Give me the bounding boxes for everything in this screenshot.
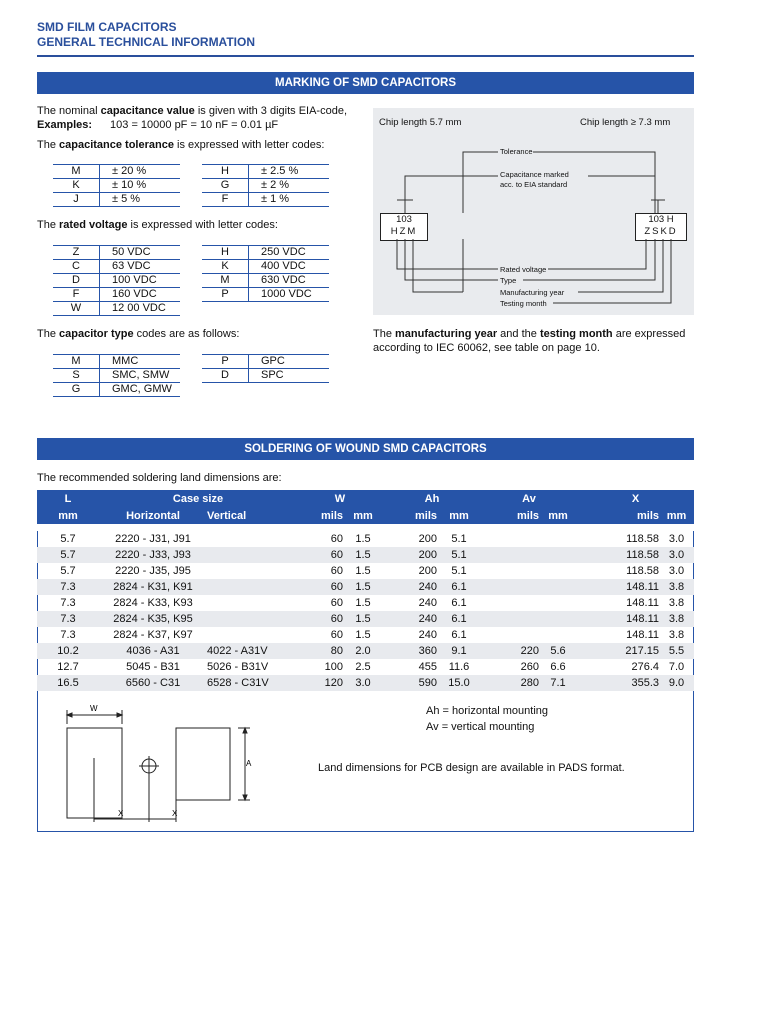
- cell-av-mils: 280: [481, 675, 539, 691]
- table-row: [53, 288, 180, 302]
- code-letter: H: [202, 246, 249, 260]
- cell-vertical: [207, 563, 297, 579]
- cell-x-mm: 5.5: [659, 643, 694, 659]
- examples-text: 103 = 10000 pF = 10 nF = 0.01 µF: [110, 119, 279, 131]
- cell-horizontal: 2824 - K31, K91: [99, 579, 207, 595]
- cell-w-mils: 100: [324, 661, 343, 673]
- type-table-right: [202, 354, 329, 383]
- bold-text: capacitor type: [59, 328, 134, 340]
- type-label: Type: [500, 276, 517, 285]
- cell-horizontal: 5045 - B31: [126, 661, 180, 673]
- cell-vertical: 4022 - A31V: [207, 643, 297, 659]
- cell-av-mils: [481, 627, 539, 643]
- code-value: 1000 VDC: [249, 288, 330, 302]
- bold-text: capacitance value: [100, 105, 195, 117]
- code-letter: C: [53, 260, 100, 274]
- col-unit-ah-mils: mils: [383, 507, 437, 524]
- cell-l-mm: 7.3: [60, 597, 76, 609]
- cell-l-mm: 16.5: [37, 675, 99, 691]
- code-value: ± 20 %: [100, 165, 181, 179]
- cell-x-mils: 148.11: [626, 629, 659, 641]
- code-letter: G: [202, 179, 249, 193]
- code-value: SPC: [249, 369, 330, 383]
- code-value: 12 00 VDC: [100, 302, 181, 316]
- code-letter: K: [202, 260, 249, 274]
- cell-av-mils: [481, 547, 539, 563]
- table-row: [37, 547, 694, 563]
- text: is given with 3 digits EIA-code,: [194, 105, 348, 117]
- cell-w-mm: 1.5: [355, 533, 371, 545]
- cell-l-mm: 5.7: [37, 547, 99, 563]
- table-row: [202, 246, 329, 260]
- document-header: [37, 20, 255, 50]
- cell-av-mils: [481, 563, 539, 579]
- text: is expressed with letter codes:: [127, 219, 278, 231]
- cell-w-mm: 2.5: [355, 661, 371, 673]
- cell-vertical: [207, 547, 297, 563]
- code-value: GMC, GMW: [100, 383, 181, 397]
- cell-w-mils: 60: [297, 611, 343, 627]
- tolerance-table-right: [202, 164, 329, 207]
- cell-ah-mils: 200: [383, 547, 437, 563]
- bold-text: rated voltage: [59, 219, 128, 231]
- col-header-case-size: Case size: [99, 490, 297, 507]
- table-row: [53, 246, 180, 260]
- table-row: [37, 595, 694, 611]
- code-value: ± 10 %: [100, 179, 181, 193]
- table-row: [53, 369, 180, 383]
- marking-connector-lines: [373, 108, 694, 315]
- text: and the: [497, 328, 540, 340]
- tolerance-intro: [37, 138, 324, 152]
- code-letter: M: [53, 355, 100, 369]
- code-value: ± 2.5 %: [249, 165, 330, 179]
- code-letter: K: [53, 179, 100, 193]
- rated-voltage-label: Rated voltage: [500, 265, 547, 274]
- cell-x-mils: 148.11: [577, 579, 659, 595]
- col-header-x: X: [577, 490, 694, 507]
- table-row: [53, 193, 180, 207]
- text: The: [37, 328, 60, 340]
- cell-horizontal: 2824 - K33, K93: [113, 597, 193, 609]
- cell-x-mm: 3.8: [659, 611, 694, 627]
- type-intro: [37, 327, 239, 341]
- cell-vertical: 5026 - B31V: [207, 661, 269, 673]
- cell-w-mm: 1.5: [355, 629, 371, 641]
- header-rule: [37, 55, 694, 57]
- cell-l-mm: 10.2: [37, 643, 99, 659]
- cell-l-mm: 7.3: [37, 579, 99, 595]
- av-note: Av = vertical mounting: [426, 721, 535, 733]
- cell-av-mils: [481, 611, 539, 627]
- land-x-label-2: X: [172, 809, 178, 818]
- table-row: [37, 675, 694, 691]
- cell-ah-mm: 5.1: [437, 547, 481, 563]
- examples-line: [37, 118, 278, 132]
- cell-w-mils: 60: [330, 629, 343, 641]
- cell-x-mm: 7.0: [668, 661, 685, 673]
- cell-ah-mm: 11.6: [448, 661, 470, 673]
- cell-ah-mm: 6.1: [437, 579, 481, 595]
- col-header-horizontal: Horizontal: [99, 507, 207, 524]
- code-letter: G: [53, 383, 100, 397]
- table-row: [37, 659, 694, 675]
- cell-w-mm: 1.5: [355, 565, 371, 577]
- bold-text: manufacturing year: [395, 328, 498, 340]
- cell-ah-mils: 200: [418, 533, 437, 545]
- voltage-intro: [37, 218, 278, 232]
- cell-vertical: [207, 611, 297, 627]
- cell-x-mils: 148.11: [577, 611, 659, 627]
- cell-x-mils: 276.4: [631, 661, 659, 673]
- cell-l-mm: 7.3: [37, 611, 99, 627]
- cell-av-mm: 7.1: [539, 675, 577, 691]
- table-row: [202, 193, 329, 207]
- table-row: [37, 611, 694, 627]
- cell-x-mm: 3.8: [668, 597, 685, 609]
- cell-w-mm: 1.5: [343, 579, 383, 595]
- cell-vertical: [207, 595, 297, 611]
- code-letter: S: [53, 369, 100, 383]
- table-row: [202, 355, 329, 369]
- cell-l-mm: 7.3: [60, 629, 76, 641]
- text: The: [37, 219, 60, 231]
- text: are expressed: [612, 328, 686, 340]
- bold-text: capacitance tolerance: [59, 139, 174, 151]
- header-spacer: [37, 524, 694, 531]
- cell-av-mm: [539, 579, 577, 595]
- section-title-soldering: SOLDERING OF WOUND SMD CAPACITORS: [37, 438, 694, 460]
- cell-ah-mm: 5.1: [451, 565, 467, 577]
- type-table-left: [53, 354, 180, 397]
- voltage-table-left: [53, 245, 180, 316]
- land-w-label: W: [90, 704, 98, 713]
- cell-w-mm: 1.5: [343, 547, 383, 563]
- cell-x-mm: 3.0: [659, 547, 694, 563]
- chip-right-line-1: 103 H: [648, 214, 674, 225]
- chip-left-length-label: Chip length 5.7 mm: [379, 117, 462, 128]
- land-x-label-1: X: [118, 809, 124, 818]
- tolerance-table-left: [53, 164, 180, 207]
- table-row: [53, 355, 180, 369]
- cell-av-mils: [481, 579, 539, 595]
- code-letter: W: [53, 302, 100, 316]
- cell-x-mils: 148.11: [626, 597, 659, 609]
- cell-x-mils: 118.58: [626, 565, 659, 577]
- code-letter: H: [202, 165, 249, 179]
- soldering-land-table: [37, 490, 694, 691]
- table-row: [37, 643, 694, 659]
- cell-av-mils: 220: [481, 643, 539, 659]
- cell-ah-mils: 240: [383, 611, 437, 627]
- table-row: [53, 274, 180, 288]
- cell-ah-mils: 455: [418, 661, 437, 673]
- cell-w-mm: 2.0: [343, 643, 383, 659]
- ah-note: Ah = horizontal mounting: [426, 705, 548, 717]
- cell-ah-mils: 240: [418, 597, 437, 609]
- table-row: [202, 165, 329, 179]
- cap-marked-label-2: acc. to EIA standard: [500, 180, 568, 189]
- col-unit-w-mils: mils: [297, 507, 343, 524]
- cell-ah-mm: 15.0: [437, 675, 481, 691]
- cell-w-mils: 80: [297, 643, 343, 659]
- table-row: [53, 383, 180, 397]
- col-header-av: Av: [481, 490, 577, 507]
- text: codes are as follows:: [133, 328, 240, 340]
- code-value: 50 VDC: [100, 246, 181, 260]
- manufacturing-note-line-2: according to IEC 60062, see table on page 10.: [373, 342, 600, 354]
- chip-right-length-label: Chip length ≥ 7.3 mm: [580, 117, 671, 128]
- table-row: [37, 563, 694, 579]
- code-letter: J: [53, 193, 100, 207]
- code-value: 63 VDC: [100, 260, 181, 274]
- cell-vertical: [207, 627, 297, 643]
- text: The nominal: [37, 105, 101, 117]
- pads-note: Land dimensions for PCB design are available in PADS format.: [318, 762, 625, 774]
- cell-ah-mils: 200: [418, 565, 437, 577]
- table-row: [202, 369, 329, 383]
- section-title-marking: MARKING OF SMD CAPACITORS: [37, 72, 694, 94]
- code-letter: M: [202, 274, 249, 288]
- col-unit-av-mm: mm: [539, 507, 577, 524]
- code-letter: D: [202, 369, 249, 383]
- land-a-label: A: [246, 759, 252, 768]
- code-letter: Z: [53, 246, 100, 260]
- col-unit-ah-mm: mm: [437, 507, 481, 524]
- cell-l-mm: 12.7: [57, 661, 79, 673]
- cell-x-mm: 9.0: [659, 675, 694, 691]
- code-value: ± 5 %: [100, 193, 181, 207]
- header-line-1: SMD FILM CAPACITORS: [37, 20, 177, 34]
- cell-l-mm: 5.7: [60, 533, 76, 545]
- bold-text: testing month: [539, 328, 613, 340]
- examples-label: Examples:: [37, 119, 93, 131]
- soldering-table-body: [37, 531, 694, 691]
- code-value: 100 VDC: [100, 274, 181, 288]
- table-header-row-1: [37, 490, 694, 507]
- cell-x-mils: 355.3: [577, 675, 659, 691]
- table-row: [53, 179, 180, 193]
- cell-ah-mm: 9.1: [437, 643, 481, 659]
- cell-w-mm: 3.0: [343, 675, 383, 691]
- cell-vertical: [207, 579, 297, 595]
- manufacturing-note: [373, 327, 685, 341]
- code-letter: M: [53, 165, 100, 179]
- col-unit-w-mm: mm: [343, 507, 383, 524]
- col-unit-l-mm: mm: [37, 507, 99, 524]
- chip-left-line-1: 103: [396, 214, 412, 225]
- col-header-ah: Ah: [383, 490, 481, 507]
- cell-av-mils: [481, 531, 539, 547]
- cell-x-mils: 118.58: [626, 533, 659, 545]
- land-dimension-drawing: [60, 700, 270, 825]
- cell-av-mm: [539, 531, 577, 547]
- cell-w-mils: 60: [297, 579, 343, 595]
- code-value: 160 VDC: [100, 288, 181, 302]
- table-header-row-2: [37, 507, 694, 524]
- col-unit-x-mm: mm: [659, 507, 694, 524]
- table-row: [202, 274, 329, 288]
- cell-av-mm: 5.6: [539, 643, 577, 659]
- table-row: [53, 302, 180, 316]
- cell-ah-mm: 6.1: [437, 611, 481, 627]
- code-value: MMC: [100, 355, 181, 369]
- cell-x-mm: 3.8: [668, 629, 685, 641]
- cell-x-mils: 118.58: [577, 547, 659, 563]
- table-row: [37, 627, 694, 643]
- cell-horizontal: 2220 - J31, J91: [115, 533, 191, 545]
- col-header-w: W: [297, 490, 383, 507]
- code-value: GPC: [249, 355, 330, 369]
- code-value: SMC, SMW: [100, 369, 181, 383]
- header-line-2: GENERAL TECHNICAL INFORMATION: [37, 35, 255, 49]
- cell-x-mils: 217.15: [577, 643, 659, 659]
- table-row: [202, 260, 329, 274]
- cap-marked-label-1: Capacitance marked: [500, 170, 569, 179]
- cell-ah-mm: 5.1: [451, 533, 467, 545]
- cell-av-mm: [539, 595, 577, 611]
- cell-ah-mm: 6.1: [451, 629, 467, 641]
- cell-x-mm: 3.0: [668, 533, 685, 545]
- cell-w-mm: 1.5: [343, 611, 383, 627]
- cell-ah-mils: 590: [383, 675, 437, 691]
- cell-w-mils: 60: [330, 597, 343, 609]
- cell-w-mils: 60: [330, 565, 343, 577]
- marking-diagram: [373, 108, 694, 315]
- cell-horizontal: 2220 - J35, J95: [115, 565, 191, 577]
- chip-right-line-2: ZSKD: [644, 226, 678, 237]
- cell-w-mils: 60: [297, 547, 343, 563]
- table-row: [37, 531, 694, 547]
- cell-av-mm: [539, 547, 577, 563]
- cell-x-mm: 3.0: [668, 565, 685, 577]
- cell-ah-mils: 240: [418, 629, 437, 641]
- table-row: [202, 288, 329, 302]
- table-row: [202, 179, 329, 193]
- code-value: ± 2 %: [249, 179, 330, 193]
- code-letter: P: [202, 355, 249, 369]
- cell-vertical: 6528 - C31V: [207, 675, 297, 691]
- cell-w-mils: 60: [330, 533, 343, 545]
- cell-av-mm: [539, 563, 577, 579]
- cell-horizontal: 4036 - A31: [99, 643, 207, 659]
- voltage-table-right: [202, 245, 329, 302]
- cell-w-mm: 1.5: [355, 597, 371, 609]
- table-row: [53, 260, 180, 274]
- table-row: [53, 165, 180, 179]
- testing-month-label: Testing month: [500, 299, 547, 308]
- chip-left-line-2: HZM: [390, 226, 418, 237]
- cell-av-mm: [539, 611, 577, 627]
- code-letter: P: [202, 288, 249, 302]
- col-unit-av-mils: mils: [481, 507, 539, 524]
- capacitance-intro: [37, 104, 347, 118]
- tolerance-label: Tolerance: [500, 147, 533, 156]
- col-header-vertical: Vertical: [207, 507, 297, 524]
- code-value: 400 VDC: [249, 260, 330, 274]
- code-value: 630 VDC: [249, 274, 330, 288]
- cell-x-mm: 3.8: [659, 579, 694, 595]
- cell-w-mils: 120: [297, 675, 343, 691]
- cell-vertical: [207, 531, 297, 547]
- code-letter: D: [53, 274, 100, 288]
- cell-horizontal: 2824 - K37, K97: [113, 629, 193, 641]
- manufacturing-year-label: Manufacturing year: [500, 288, 565, 297]
- cell-av-mm: [539, 627, 577, 643]
- cell-horizontal: 2824 - K35, K95: [99, 611, 207, 627]
- cell-av-mils: 260: [520, 661, 539, 673]
- col-header-l: L: [37, 490, 99, 507]
- cell-ah-mils: 360: [383, 643, 437, 659]
- text: The: [37, 139, 60, 151]
- cell-av-mm: 6.6: [550, 661, 566, 673]
- code-letter: F: [202, 193, 249, 207]
- code-value: 250 VDC: [249, 246, 330, 260]
- cell-ah-mils: 240: [383, 579, 437, 595]
- cell-l-mm: 5.7: [60, 565, 76, 577]
- code-letter: F: [53, 288, 100, 302]
- cell-av-mils: [481, 595, 539, 611]
- text: The: [373, 328, 396, 340]
- soldering-intro: The recommended soldering land dimensions are:: [37, 472, 282, 484]
- table-row: [37, 579, 694, 595]
- code-value: ± 1 %: [249, 193, 330, 207]
- text: is expressed with letter codes:: [173, 139, 325, 151]
- cell-horizontal: 6560 - C31: [99, 675, 207, 691]
- col-unit-x-mils: mils: [577, 507, 659, 524]
- cell-horizontal: 2220 - J33, J93: [99, 547, 207, 563]
- cell-ah-mm: 6.1: [451, 597, 467, 609]
